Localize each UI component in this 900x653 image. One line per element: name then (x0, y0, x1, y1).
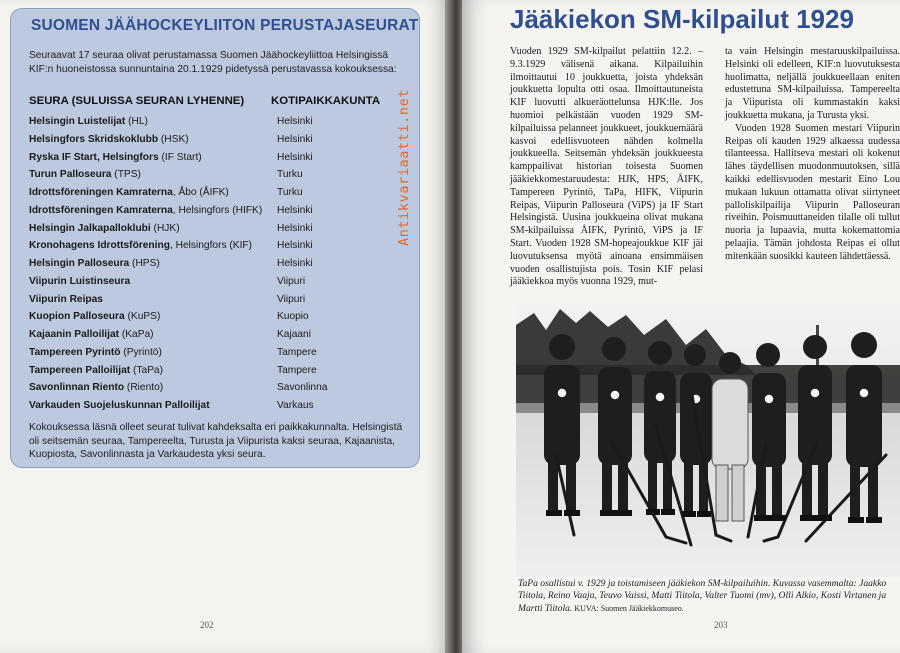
club-abbreviation: (Pyrintö) (120, 346, 162, 358)
club-name (29, 187, 229, 198)
club-abbreviation: (TPS) (111, 169, 141, 181)
club-abbreviation: (KuPS) (124, 311, 161, 323)
right-page (462, 0, 900, 653)
club-abbreviation: , Helsingfors (KIF) (169, 240, 253, 252)
club-name (29, 311, 160, 322)
club-name-bold: Helsingin Palloseura (29, 258, 130, 269)
club-abbreviation: (HSK) (158, 133, 189, 145)
club-row (29, 255, 414, 273)
club-hometown: Turku (277, 169, 303, 181)
club-row (29, 220, 414, 238)
club-row (29, 149, 414, 167)
club-hometown: Helsinki (277, 258, 313, 269)
column-header-hometown: KOTIPAIKKAKUNTA (271, 95, 381, 107)
club-name (29, 258, 160, 269)
club-row (29, 397, 414, 415)
club-hometown: Helsinki (277, 204, 313, 216)
watermark-text: Antikvariaatti.net (396, 88, 412, 246)
club-hometown: Viipuri (277, 293, 306, 305)
club-hometown: Viipuri (277, 275, 306, 287)
club-name (29, 329, 154, 340)
club-name (29, 152, 202, 163)
column-2-paragraph-2: Vuoden 1928 Suomen mestari Viipurin Reipas oli kauden 1929 alkaessa uudessa tilanteessa. Hallitseva mestari oli kokenut lähes täydellisen muodonmuutoksen, sillä kaikki edellisvuoden mestarit Eino Lou mukaan lukuun ottamatta olivat siirtyneet palloliskilpailija Viipurin Palloseuran riveihin. Poismuuttaneiden tilalle oli tullut nuoria ja lupaavia, mutta kokemattomia pelaajia. Tämän johdosta Reipas ei ollut mitenkään suosikki kauteen lähdettäessä. (725, 122, 900, 262)
club-name (29, 382, 163, 393)
column-1-paragraph: Vuoden 1929 SM-kilpailut pelattiin 12.2. – 9.3.1929 välisenä aikana. Kilpailuihin ilmoittautui 10 joukkuetta, joista yhdeksän joukkuetta lopulta otti osaa. Ilmoittautuneista KIF luovutti alkueräottelunsa HJK:lle. Jos huomioi pelkästään vuoden 1929 SM-kilpailuissa pelanneet joukkueet, joukkuemäärä kasvoi edellisvuoteen nähden kolmella joukkueella. Seitsemän yhdeksän joukkueesta kamppailivat historian toisesta Suomen jääkiekkomestaruudesta: HJK, HPS, ÅIFK, Tampereen Pyrintö, TaPa, HIFK, Viipurin Reipas, Viipurin Palloseura (ViPS) ja IF Start Helsingistä. Uusina joukkueina olivat mukana SM-kilpailuissa ÅIFK, Pyrintö, ViPS ja IF Start. Vuoden 1928 SM-hopeajoukkue KIF jäi luovutuksensa myötä ainoana ensimmäisen vuoden osallistujista pois. Tosin KIF pelasi jääkiekkoa myös vuonna 1929, mut- (510, 46, 703, 288)
club-name (29, 347, 162, 358)
club-name (29, 276, 130, 287)
club-name-bold: Viipurin Luistinseura (29, 275, 131, 287)
club-name-bold: Viipurin Reipas (29, 293, 103, 305)
club-name (29, 365, 163, 376)
club-abbreviation: , Åbo (ÅIFK) (172, 187, 229, 198)
club-name-bold: Kronohagens Idrottsförening (29, 240, 170, 252)
club-name-bold: Ryska IF Start, Helsingfors (29, 151, 159, 163)
club-row (29, 273, 414, 291)
club-name-bold: Varkauden Suojeluskunnan Palloilijat (29, 400, 210, 411)
team-photo-illustration (516, 305, 900, 577)
founding-clubs-box (10, 8, 420, 468)
club-row (29, 202, 414, 220)
club-name-bold: Helsingfors Skridskoklubb (29, 133, 159, 145)
club-row (29, 308, 414, 326)
photo-caption (518, 578, 900, 615)
club-name-bold: Tampereen Pyrintö (29, 346, 121, 358)
club-row (29, 344, 414, 362)
club-abbreviation: (HL) (125, 116, 148, 127)
club-name-bold: Idrottsföreningen Kamraterna (29, 187, 173, 198)
club-hometown: Kajaani (277, 329, 311, 340)
club-row (29, 237, 414, 255)
club-hometown: Helsinki (277, 222, 313, 234)
box-note: Kokouksessa läsnä olleet seurat tulivat kahdeksalta eri paikkakunnalta. Helsingistä oli seitsemän seuraa, Tampereelta, Turusta ja Viipurista kaksi seuraa, Kajaanista, Kuopiosta, Savonlinnasta ja Varkaudesta yksi seura. (29, 422, 403, 460)
club-list (29, 113, 414, 415)
club-abbreviation: , Helsingfors (HIFK) (172, 204, 263, 216)
club-row (29, 113, 414, 131)
club-name (29, 294, 103, 305)
club-name-bold: Kajaanin Palloilijat (29, 329, 120, 340)
club-row (29, 362, 414, 380)
club-name-bold: Tampereen Palloilijat (29, 364, 131, 376)
club-name (29, 205, 262, 216)
club-name (29, 400, 210, 411)
club-abbreviation: (HJK) (150, 222, 180, 234)
club-name (29, 240, 252, 251)
club-name-bold: Helsingin Jalkapalloklubi (29, 222, 151, 234)
club-row (29, 326, 414, 344)
text-column-1 (510, 46, 703, 289)
club-hometown: Turku (277, 187, 303, 198)
club-abbreviation: (KaPa) (119, 329, 154, 340)
column-header-club: SEURA (SULUISSA SEURAN LYHENNE) (29, 95, 245, 107)
club-row (29, 131, 414, 149)
club-name-bold: Helsingin Luistelijat (29, 116, 126, 127)
page-number-left: 202 (200, 620, 214, 630)
club-row (29, 291, 414, 309)
page-title: Jääkiekon SM-kilpailut 1929 (510, 4, 854, 34)
club-abbreviation: (TaPa) (130, 364, 163, 376)
club-name (29, 116, 148, 127)
club-hometown: Varkaus (277, 400, 314, 411)
text-column-2 (725, 46, 900, 264)
club-abbreviation: (IF Start) (158, 151, 202, 163)
photo-credit: KUVA: Suomen Jääkiekkomuseo. (572, 603, 684, 613)
caption-text: TaPa osallistui v. 1929 ja toistamiseen jääkiekon SM-kilpailuihin. Kuvassa vasemmalta: Jaakko Tiitola, Reino Vaaja, Teuvo Vaissi, Matti Tiitola, Valter Tuomi (mv), Olli Alkio, Kosti Virtanen ja Martti Tiitola. (518, 578, 887, 614)
club-hometown: Helsinki (277, 151, 313, 163)
club-name (29, 169, 141, 180)
club-abbreviation: (HPS) (129, 258, 160, 269)
club-hometown: Helsinki (277, 133, 313, 145)
team-photo (516, 305, 900, 577)
club-hometown: Helsinki (277, 116, 313, 127)
club-hometown: Tampere (277, 346, 317, 358)
page-number-right: 203 (714, 620, 728, 630)
column-2-paragraph-1: ta vain Helsingin mestaruuskilpailuissa. Helsinki oli edelleen, KIF:n luovutuksesta huolimatta, neljällä joukkueellaan eniten edustettuna SM-kilpailuissa. Tampereelta ja Viipurista oli kummastakin kaksi joukkuetta mukana, ja Turusta yksi. (725, 46, 900, 121)
club-row (29, 166, 414, 184)
club-hometown: Helsinki (277, 240, 313, 252)
club-hometown: Savonlinna (277, 382, 328, 394)
club-name-bold: Idrottsföreningen Kamraterna (29, 204, 173, 216)
club-name-bold: Savonlinnan Riento (29, 382, 125, 394)
club-row (29, 379, 414, 397)
club-hometown: Tampere (277, 364, 317, 376)
club-name-bold: Kuopion Palloseura (29, 311, 125, 323)
box-intro: Seuraavat 17 seuraa olivat perustamassa Suomen Jäähockeyliittoa Helsingissä KIF:n huoneistossa sunnuntaina 20.1.1929 pidetyssä perustavassa kokouksessa: (29, 50, 397, 75)
club-name (29, 223, 180, 234)
box-title: SUOMEN JÄÄHOCKEYLIITON PERUSTAJASEURAT (31, 17, 419, 34)
club-name (29, 134, 189, 145)
club-abbreviation: (Riento) (124, 382, 164, 394)
club-name-bold: Turun Palloseura (29, 169, 112, 181)
club-hometown: Kuopio (277, 311, 309, 323)
club-row (29, 184, 414, 202)
